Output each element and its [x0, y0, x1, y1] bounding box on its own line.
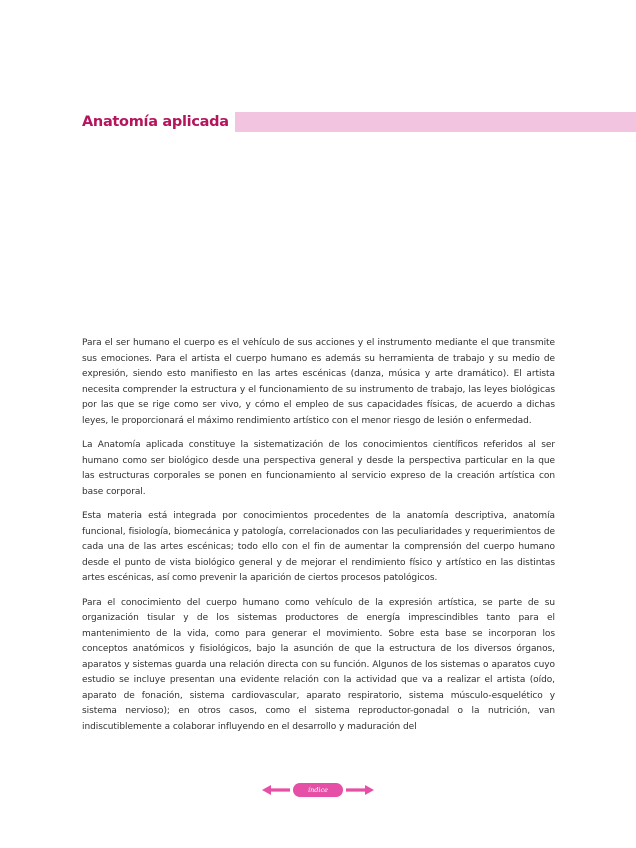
paragraph-2: La Anatomía aplicada constituye la sistematización de los conocimientos científicos referidos al ser humano como ser biológico desde una perspectiva general y desde la perspectiva particular en la que las estructuras corporales se ponen en funcionamiento al servicio expreso de la creación artística con base corporal.	[82, 440, 555, 497]
title-bar	[228, 112, 636, 132]
paragraph-3: Esta materia está integrada por conocimientos procedentes de la anatomía descriptiva, anatomía funcional, fisiología, biomecánica y patología, correlacionados con las peculiaridades y requerimientos de cada una de las artes escénicas; todo ello con el fin de aumentar la comprensión del cuerpo humano desde el punto de vista biológico general y de mejorar el rendimiento físico y artístico en las distintas artes escénicas, así como prevenir la aparición de ciertos procesos patológicos.	[82, 511, 555, 583]
section-header	[82, 112, 636, 132]
left-arrow-icon[interactable]	[262, 785, 290, 795]
page-title: Anatomía aplicada	[82, 112, 235, 132]
right-arrow-icon[interactable]	[346, 785, 374, 795]
paragraph-4: Para el conocimiento del cuerpo humano como vehículo de la expresión artística, se parte de su organización tisular y de los sistemas productores de energía imprescindibles tanto para el mantenimiento de la vida, como para generar el movimiento. Sobre esta base se incorporan los conceptos anatómicos y fisiológicos, bajo la asunción de que la estructura de los diversos órganos, aparatos y sistemas guarda una relación directa con su función. Algunos de los sistemas o aparatos cuyo estudio se incluye presentan una evidente relación con la actividad que va a realizar el artista (oído, aparato de fonación, sistema cardiovascular, aparato respiratorio, sistema músculo-esquelético y sistema nervioso); en otros casos, como el sistema reproductor-gonadal o la nutrición, van indiscutiblemente a colaborar influyendo en el desarrollo y maduración del	[82, 597, 555, 732]
index-button[interactable]: índice	[293, 783, 343, 797]
body-text	[82, 336, 555, 744]
paragraph-1: Para el ser humano el cuerpo es el vehículo de sus acciones y el instrumento mediante el que transmite sus emociones. Para el artista el cuerpo humano es además su herramienta de trabajo y su medio de expresión, siendo esto manifiesto en las artes escénicas (danza, música y arte dramático). El artista necesita comprender la estructura y el funcionamiento de su instrumento de trabajo, las leyes biológicas por las que se rige como ser vivo, y cómo el empleo de sus capacidades físicas, de acuerdo a dichas leyes, le proporcionará el máximo rendimiento artístico con el menor riesgo de lesión o enfermedad.	[82, 338, 555, 426]
page-navigation	[262, 783, 374, 797]
